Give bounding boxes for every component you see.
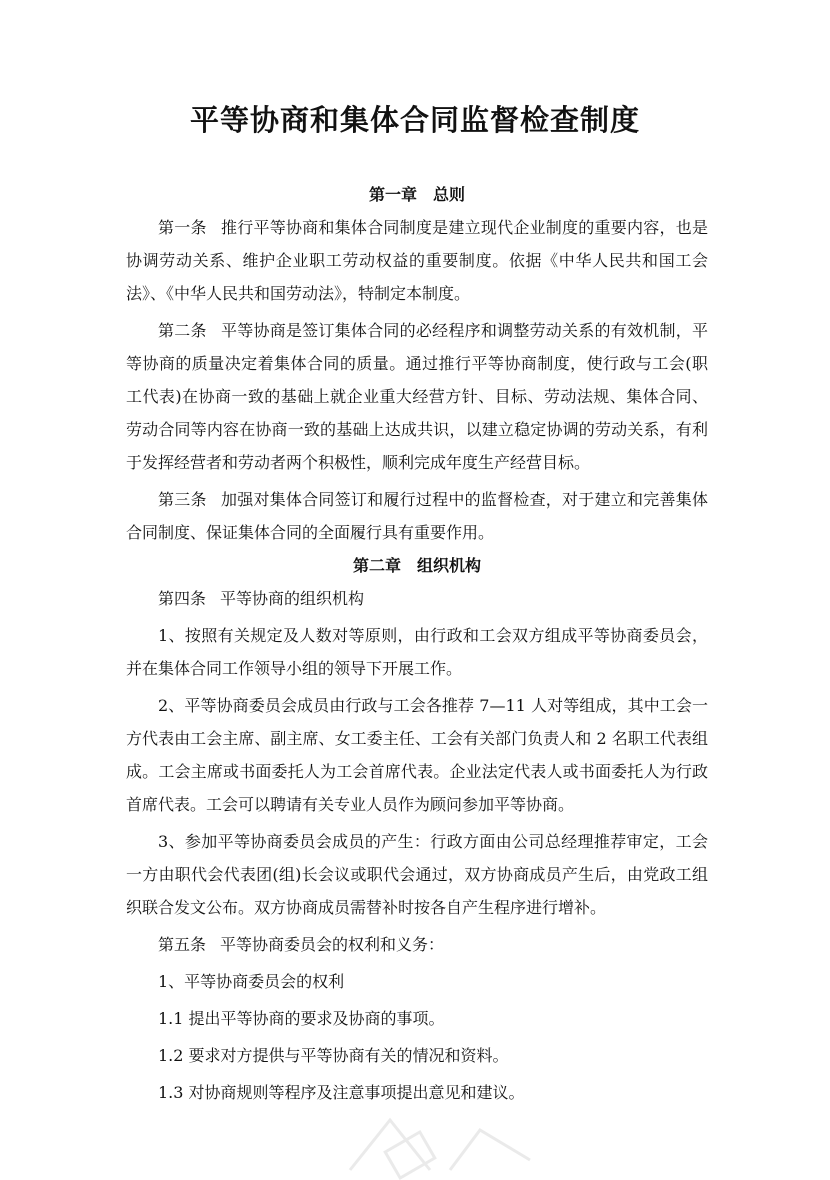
list-item: 3、参加平等协商委员会成员的产生：行政方面由公司总经理推荐审定，工会一方由职代会代表团(组)长会议或职代会通过，双方协商成员产生后，由党政工组织联合发文公布。双方协商成员需替补时按各自产生程序进行增补。	[126, 832, 708, 917]
article-text: 平等协商是签订集体合同的必经程序和调整劳动关系的有效机制，平等协商的质量决定着集体合同的质量。通过推行平等协商制度，使行政与工会(职工代表)在协商一致的基础上就企业重大经营方针、目标、劳动法规、集体合同、劳动合同等内容在协商一致的基础上达成共识，以建立稳定协调的劳动关系，有利于发挥经营者和劳动者两个积极性，顺利完成年度生产经营目标。	[126, 321, 708, 472]
list-item: 1.1 提出平等协商的要求及协商的事项。	[158, 1009, 445, 1028]
list-item: 2、平等协商委员会成员由行政与工会各推荐 7—11 人对等组成，其中工会一方代表由工会主席、副主席、女工委主任、工会有关部门负责人和 2 名职工代表组成。工会主席或书面委托人为工会首席代表。企业法定代表人或书面委托人为行政首席代表。工会可以聘请有关专业人员作为顾问参加平等协商。	[126, 696, 708, 814]
article-text: 推行平等协商和集体合同制度是建立现代企业制度的重要内容，也是协调劳动关系、维护企业职工劳动权益的重要制度。依据《中华人民共和国工会法》、《中华人民共和国劳动法》，特制定本制度。	[126, 218, 708, 303]
article-label: 第三条	[158, 490, 207, 509]
article-label: 第一条	[158, 218, 207, 237]
article-5	[126, 928, 708, 961]
article-3	[126, 483, 708, 549]
chapter-number: 第一章	[368, 185, 417, 204]
chapter-heading-1	[126, 178, 708, 211]
chapter-heading-2	[126, 549, 708, 582]
article-2	[126, 314, 708, 479]
article-text: 平等协商的组织机构	[220, 589, 365, 608]
chapter-name: 总则	[433, 185, 466, 204]
chapter-number: 第二章	[352, 556, 401, 575]
article-4	[126, 582, 708, 615]
list-item: 1.3 对协商规则等程序及注意事项提出意见和建议。	[158, 1083, 525, 1102]
chapter-name: 组织机构	[417, 556, 482, 575]
list-item: 1、按照有关规定及人数对等原则，由行政和工会双方组成平等协商委员会，并在集体合同工作领导小组的领导下开展工作。	[126, 626, 708, 678]
article-label: 第四条	[158, 589, 207, 608]
document-body	[126, 178, 708, 1109]
document-title: 平等协商和集体合同监督检查制度	[189, 103, 640, 137]
list-item: 1、平等协商委员会的权利	[158, 972, 345, 991]
article-text: 平等协商委员会的权利和义务：	[220, 935, 445, 954]
article-label: 第二条	[158, 321, 207, 340]
article-1	[126, 211, 708, 310]
list-item: 1.2 要求对方提供与平等协商有关的情况和资料。	[158, 1046, 509, 1065]
article-text: 加强对集体合同签订和履行过程中的监督检查，对于建立和完善集体合同制度、保证集体合同的全面履行具有重要作用。	[126, 490, 708, 542]
article-label: 第五条	[158, 935, 207, 954]
watermark-graphic	[330, 1100, 570, 1180]
